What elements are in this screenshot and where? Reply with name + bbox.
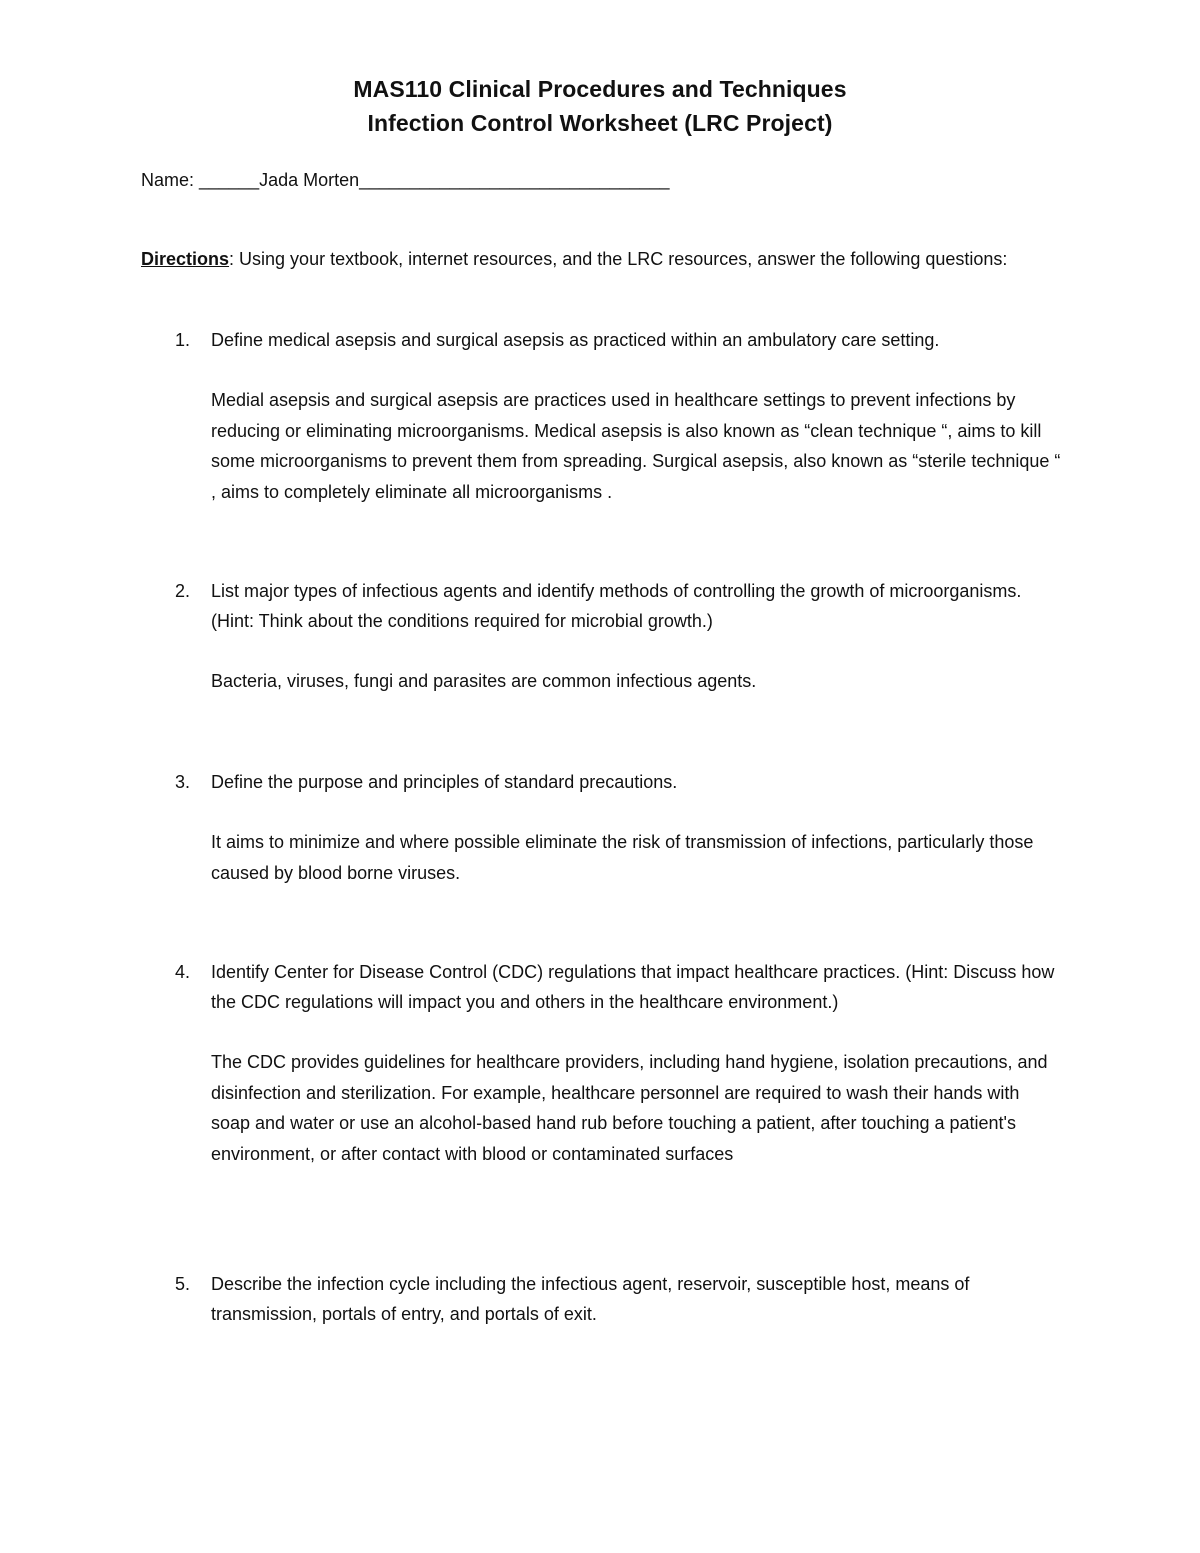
directions — [141, 244, 1041, 274]
question-text: Identify Center for Disease Control (CDC) regulations that impact healthcare practices. (Hint: Discuss how the CDC regulations will impact you and others in the healthcare environment.) — [211, 962, 1055, 1012]
directions-label: Directions — [141, 249, 230, 269]
question-3 — [141, 767, 1061, 797]
question-number: 5. — [175, 1274, 191, 1294]
question-text: Define medical asepsis and surgical asepsis as practiced within an ambulatory care setting. — [211, 330, 940, 350]
question-4 — [141, 957, 1061, 1017]
answer-3: It aims to minimize and where possible eliminate the risk of transmission of infections, particularly those caused by blood borne viruses. — [211, 832, 1034, 883]
question-number: 1. — [175, 330, 191, 350]
name-line — [141, 165, 669, 195]
directions-text: : Using your textbook, internet resources, and the LRC resources, answer the following questions: — [229, 249, 1008, 269]
question-number: 2. — [175, 581, 191, 601]
answer-1: Medial asepsis and surgical asepsis are practices used in healthcare settings to prevent infections by reducing or eliminating microorganisms. Medical asepsis is also known as “clean technique “, aims to kill some microorganisms to prevent them from spreading. Surgical asepsis, also known as “sterile technique “ , aims to completely eliminate all microorganisms . — [211, 390, 1061, 502]
course-title: MAS110 Clinical Procedures and Techniques — [353, 76, 847, 102]
name-label: Name: — [141, 170, 195, 190]
question-number: 4. — [175, 962, 191, 982]
answer-4: The CDC provides guidelines for healthcare providers, including hand hygiene, isolation precautions, and disinfection and sterilization. For example, healthcare personnel are required to wash their hands with soap and water or use an alcohol-based hand rub before touching a patient, after touching a patient's environment, or after contact with blood or contaminated surfaces — [211, 1052, 1048, 1164]
name-value: ______Jada Morten_______________________________ — [194, 170, 670, 190]
question-5 — [141, 1269, 1061, 1329]
question-text: Describe the infection cycle including the infectious agent, reservoir, susceptible host, means of transmission, portals of entry, and portals of exit. — [211, 1274, 970, 1324]
worksheet-title: Infection Control Worksheet (LRC Project) — [367, 110, 833, 136]
question-text: Define the purpose and principles of standard precautions. — [211, 772, 678, 792]
question-1 — [141, 325, 1061, 355]
question-text: List major types of infectious agents and identify methods of controlling the growth of microorganisms. (Hint: Think about the conditions required for microbial growth.) — [211, 581, 1022, 631]
question-2 — [141, 576, 1061, 636]
question-number: 3. — [175, 772, 191, 792]
answer-2: Bacteria, viruses, fungi and parasites are common infectious agents. — [211, 671, 757, 691]
